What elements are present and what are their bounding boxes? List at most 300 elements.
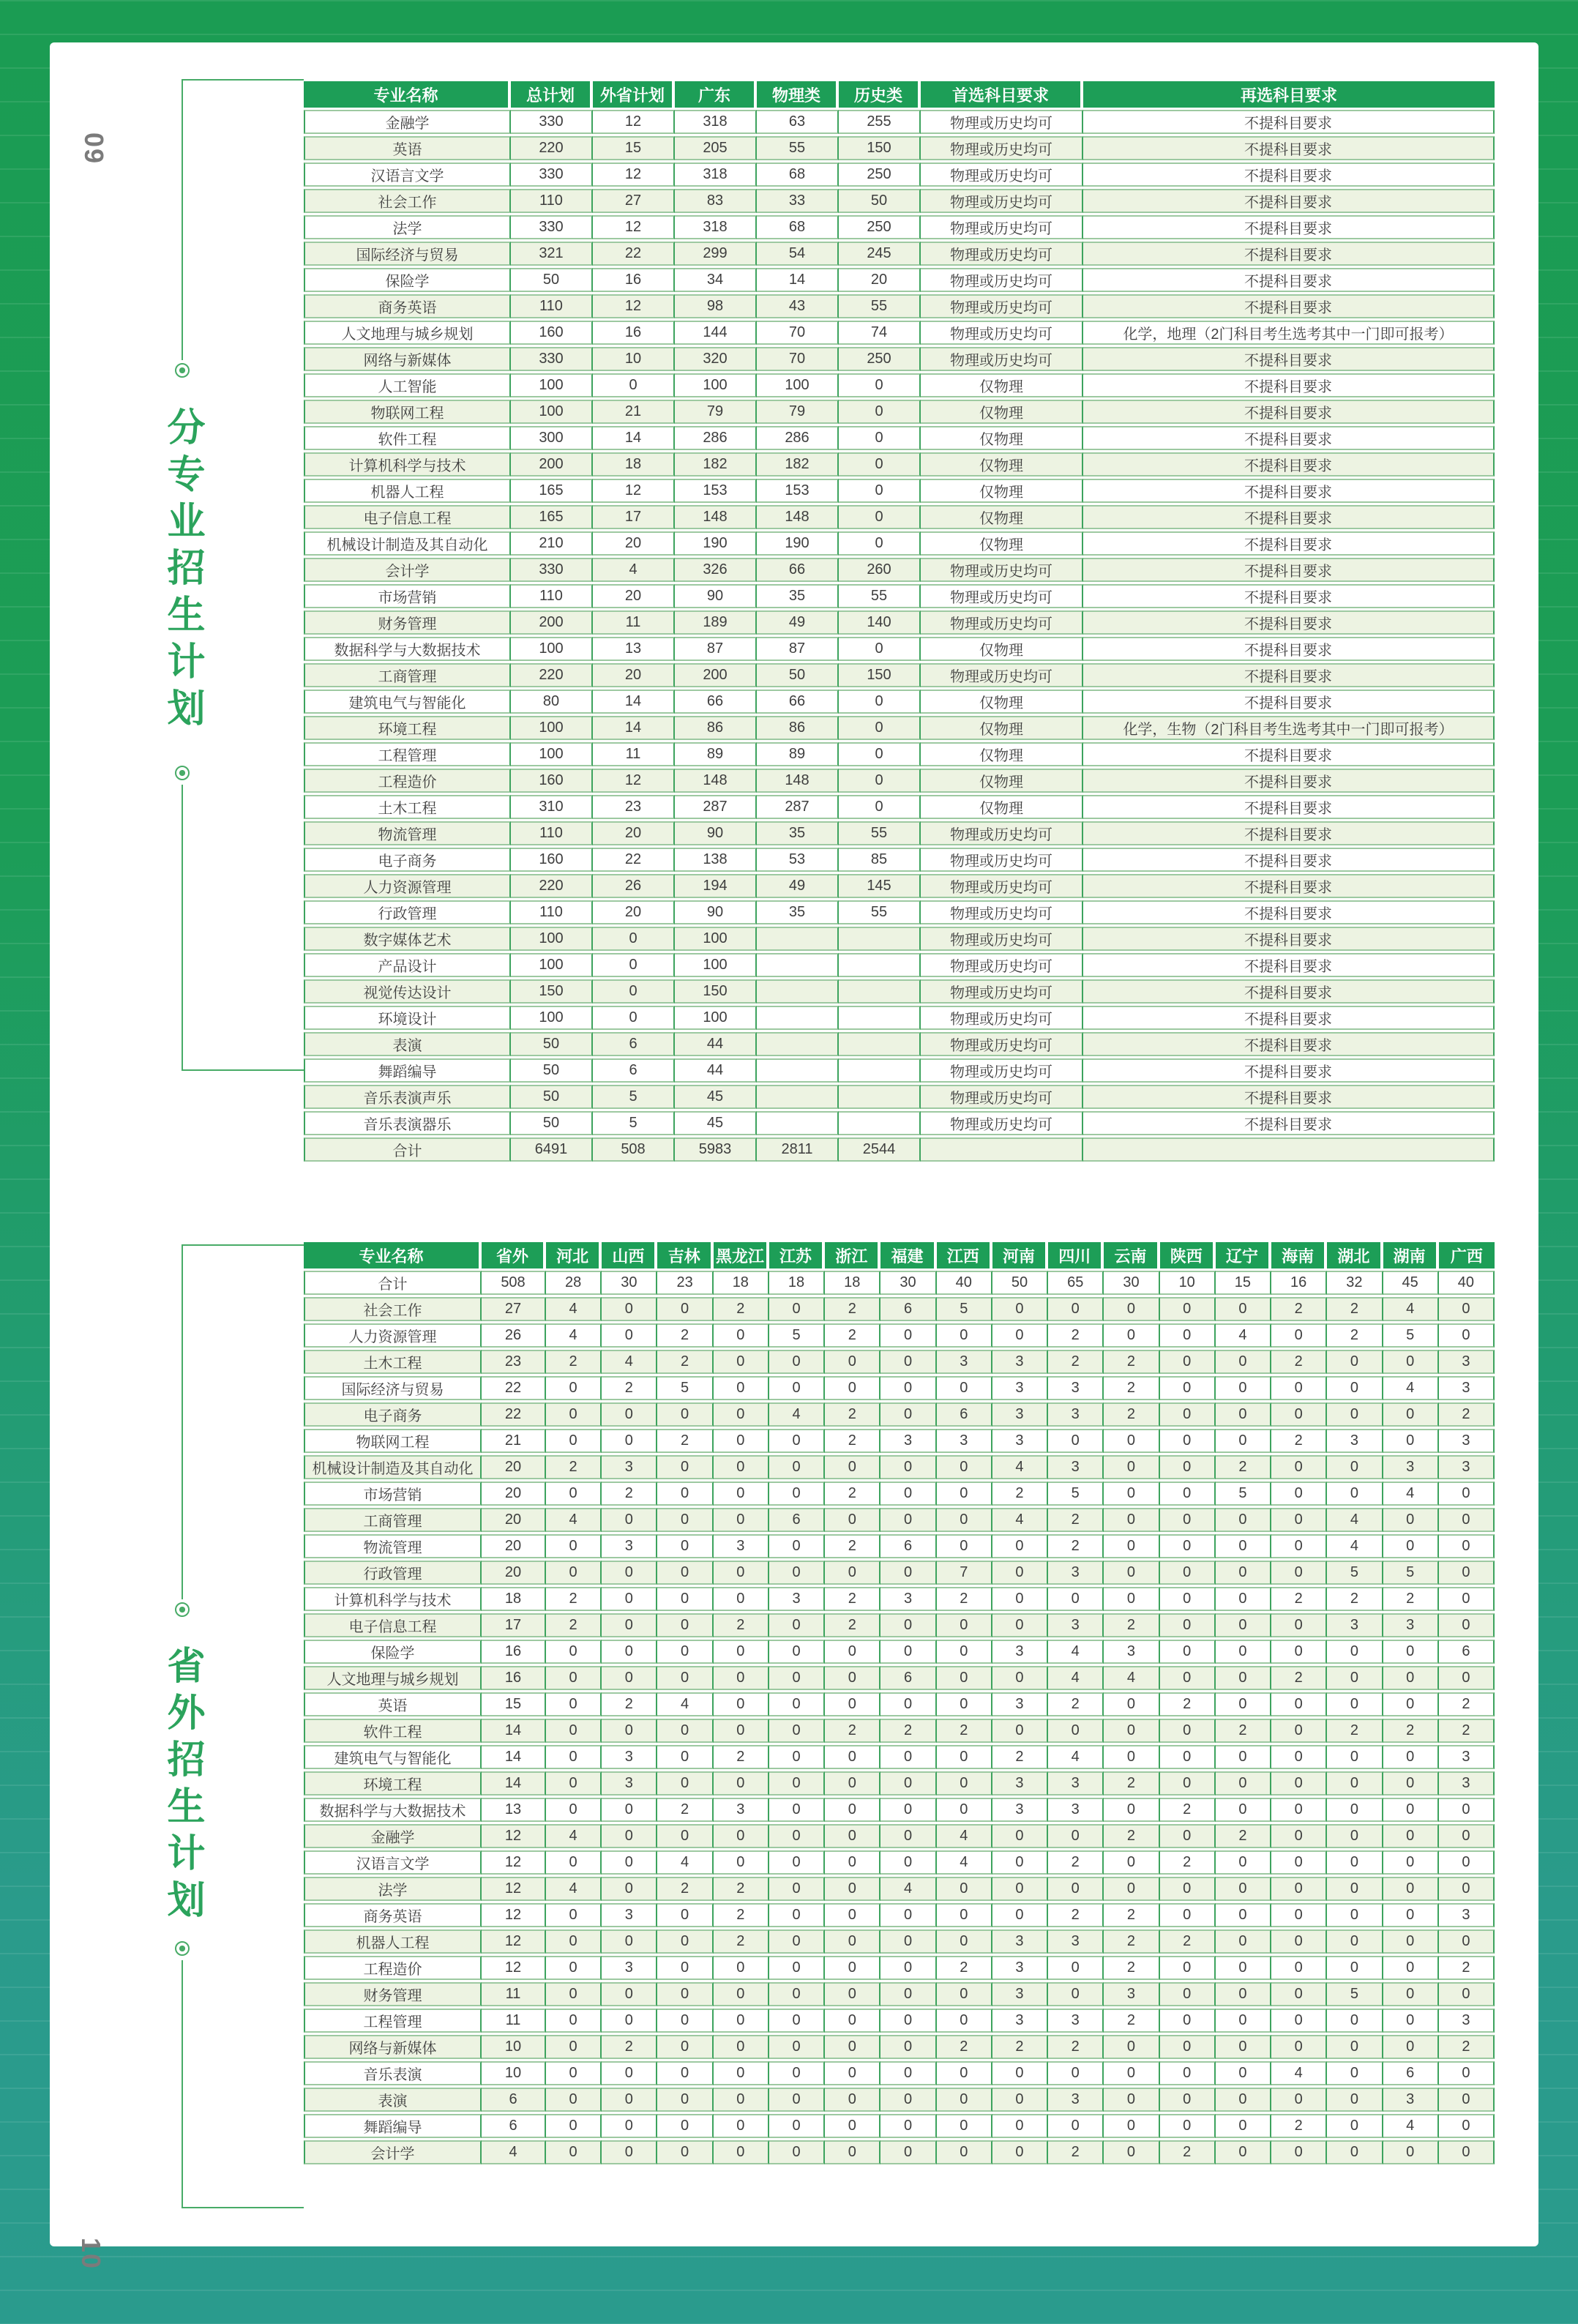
value-cell: 0: [1160, 1323, 1216, 1348]
value-cell: 0: [602, 2114, 657, 2138]
value-cell: 3: [992, 1376, 1048, 1400]
major-name-cell: 产品设计: [304, 953, 511, 977]
value-cell: 0: [1160, 1350, 1216, 1374]
value-cell: 0: [602, 1508, 657, 1532]
value-cell: 0: [825, 1376, 880, 1400]
major-name-cell: 合计: [304, 1137, 511, 1162]
table-row: [304, 1534, 1495, 1558]
value-cell: 0: [992, 1561, 1048, 1585]
value-cell: 仅物理: [921, 531, 1083, 556]
value-cell: 0: [992, 1587, 1048, 1611]
value-cell: 0: [1160, 1455, 1216, 1479]
value-cell: 0: [825, 1350, 880, 1374]
value-cell: 0: [1271, 2140, 1327, 2164]
value-cell: 2: [1327, 1587, 1383, 1611]
table-row: [304, 531, 1495, 556]
value-cell: 27: [593, 189, 675, 213]
major-name-cell: 物流管理: [304, 1534, 482, 1558]
value-cell: 2: [714, 1903, 769, 1927]
table-row: [304, 1137, 1495, 1162]
value-cell: 318: [675, 215, 757, 239]
value-cell: 0: [769, 1350, 825, 1374]
value-cell: 仅物理: [921, 742, 1083, 766]
value-cell: 0: [1160, 1640, 1216, 1664]
value-cell: 不提科目要求: [1083, 663, 1495, 687]
value-cell: [757, 1085, 839, 1109]
column-header: 湖南: [1383, 1242, 1439, 1269]
value-cell: 0: [1216, 1640, 1271, 1664]
value-cell: 0: [1439, 1587, 1495, 1611]
value-cell: 0: [657, 1771, 713, 1796]
table-row: [304, 795, 1495, 819]
value-cell: 0: [1048, 1982, 1104, 2006]
value-cell: 物理或历史均可: [921, 979, 1083, 1004]
value-cell: 0: [1104, 2140, 1159, 2164]
value-cell: 2: [825, 1482, 880, 1506]
value-cell: 不提科目要求: [1083, 979, 1495, 1004]
value-cell: 153: [675, 479, 757, 503]
value-cell: 2: [546, 1350, 602, 1374]
table-row: [304, 1745, 1495, 1769]
value-cell: 0: [1383, 1956, 1439, 1980]
value-cell: 0: [1160, 1956, 1216, 1980]
value-cell: 18: [593, 452, 675, 477]
value-cell: [757, 1006, 839, 1030]
value-cell: 245: [839, 242, 921, 266]
value-cell: 45: [675, 1111, 757, 1135]
value-cell: 物理或历史均可: [921, 610, 1083, 635]
value-cell: 0: [546, 2140, 602, 2164]
value-cell: 160: [511, 848, 593, 872]
value-cell: 2: [937, 1587, 992, 1611]
value-cell: 0: [714, 1350, 769, 1374]
value-cell: 0: [1383, 1850, 1439, 1875]
value-cell: [757, 1111, 839, 1135]
major-name-cell: 工程管理: [304, 2009, 482, 2033]
value-cell: 190: [675, 531, 757, 556]
value-cell: 4: [1048, 1640, 1104, 1664]
value-cell: 3: [602, 1455, 657, 1479]
value-cell: 2: [1271, 1350, 1327, 1374]
value-cell: 100: [511, 373, 593, 397]
table-row: [304, 1877, 1495, 1901]
value-cell: 0: [825, 1903, 880, 1927]
value-cell: 20: [593, 531, 675, 556]
value-cell: 0: [602, 1982, 657, 2006]
value-cell: 不提科目要求: [1083, 452, 1495, 477]
value-cell: 不提科目要求: [1083, 558, 1495, 582]
value-cell: 物理或历史均可: [921, 1006, 1083, 1030]
value-cell: 145: [839, 874, 921, 898]
value-cell: 0: [1160, 1376, 1216, 1400]
value-cell: 0: [714, 1508, 769, 1532]
table-row: [304, 1771, 1495, 1796]
value-cell: 0: [825, 1824, 880, 1848]
value-cell: 0: [546, 2009, 602, 2033]
value-cell: 0: [880, 2140, 936, 2164]
value-cell: 86: [757, 716, 839, 740]
value-cell: 0: [839, 690, 921, 714]
value-cell: [839, 1058, 921, 1083]
value-cell: 2: [657, 1323, 713, 1348]
value-cell: 0: [546, 2035, 602, 2059]
major-name-cell: 软件工程: [304, 426, 511, 450]
value-cell: 不提科目要求: [1083, 110, 1495, 134]
value-cell: 0: [1439, 1561, 1495, 1585]
value-cell: 0: [714, 2009, 769, 2033]
bracket-line: [182, 1244, 183, 1599]
value-cell: 6: [880, 1297, 936, 1321]
value-cell: 0: [769, 2009, 825, 2033]
value-cell: 不提科目要求: [1083, 162, 1495, 187]
value-cell: 3: [992, 1956, 1048, 1980]
value-cell: 2: [1439, 2035, 1495, 2059]
value-cell: 物理或历史均可: [921, 136, 1083, 160]
value-cell: 3: [1383, 1455, 1439, 1479]
value-cell: 0: [1271, 1771, 1327, 1796]
value-cell: 3: [1439, 1745, 1495, 1769]
value-cell: 330: [511, 347, 593, 371]
value-cell: 不提科目要求: [1083, 690, 1495, 714]
value-cell: 2: [602, 2035, 657, 2059]
section-title-major-plan: 分专业招生计划: [161, 407, 203, 735]
value-cell: 2: [714, 1613, 769, 1637]
value-cell: 0: [1216, 1376, 1271, 1400]
value-cell: 0: [1048, 1877, 1104, 1901]
value-cell: 12: [482, 1929, 546, 1954]
major-name-cell: 工程管理: [304, 742, 511, 766]
value-cell: 0: [937, 2061, 992, 2085]
value-cell: 0: [769, 1640, 825, 1664]
value-cell: 182: [757, 452, 839, 477]
value-cell: 3: [992, 1402, 1048, 1427]
value-cell: 0: [1104, 1482, 1159, 1506]
value-cell: 0: [1327, 1692, 1383, 1716]
table-row: [304, 426, 1495, 450]
table-row: [304, 1824, 1495, 1848]
value-cell: 98: [675, 294, 757, 318]
value-cell: 0: [1216, 1982, 1271, 2006]
value-cell: 0: [992, 1877, 1048, 1901]
value-cell: 100: [511, 400, 593, 424]
value-cell: 0: [880, 1903, 936, 1927]
major-name-cell: 表演: [304, 1032, 511, 1056]
value-cell: 0: [546, 1745, 602, 1769]
value-cell: 0: [825, 1508, 880, 1532]
circle-pin-icon: [175, 363, 190, 378]
value-cell: 0: [602, 1587, 657, 1611]
value-cell: 4: [1327, 1534, 1383, 1558]
value-cell: 3: [602, 1771, 657, 1796]
value-cell: 0: [546, 1482, 602, 1506]
value-cell: 0: [1271, 1929, 1327, 1954]
value-cell: 0: [1271, 2009, 1327, 2033]
value-cell: 0: [546, 1850, 602, 1875]
table-row: [304, 242, 1495, 266]
value-cell: 2: [1439, 1402, 1495, 1427]
value-cell: 66: [757, 558, 839, 582]
value-cell: 0: [1216, 2061, 1271, 2085]
value-cell: 65: [1048, 1271, 1104, 1295]
value-cell: 0: [1271, 1745, 1327, 1769]
value-cell: 2: [1216, 1824, 1271, 1848]
value-cell: 0: [1327, 1666, 1383, 1690]
value-cell: 0: [880, 1350, 936, 1374]
major-name-cell: 合计: [304, 1271, 482, 1295]
value-cell: 205: [675, 136, 757, 160]
value-cell: 0: [1160, 1482, 1216, 1506]
value-cell: 144: [675, 321, 757, 345]
value-cell: 2: [1216, 1455, 1271, 1479]
value-cell: 2: [1048, 2035, 1104, 2059]
value-cell: 物理或历史均可: [921, 294, 1083, 318]
table-row: [304, 1508, 1495, 1532]
value-cell: 508: [482, 1271, 546, 1295]
value-cell: 30: [602, 1271, 657, 1295]
value-cell: 2: [880, 1719, 936, 1743]
value-cell: 0: [1383, 1745, 1439, 1769]
value-cell: 87: [757, 637, 839, 661]
value-cell: 0: [937, 1640, 992, 1664]
value-cell: 物理或历史均可: [921, 1085, 1083, 1109]
value-cell: 4: [1383, 1482, 1439, 1506]
table-row: [304, 162, 1495, 187]
value-cell: [757, 927, 839, 951]
value-cell: 2: [825, 1587, 880, 1611]
value-cell: 0: [1327, 1929, 1383, 1954]
value-cell: 0: [657, 2061, 713, 2085]
value-cell: 2: [825, 1402, 880, 1427]
value-cell: 0: [1216, 2009, 1271, 2033]
value-cell: 2: [657, 1877, 713, 1901]
value-cell: 326: [675, 558, 757, 582]
table-row: [304, 2140, 1495, 2164]
value-cell: 0: [1271, 1824, 1327, 1848]
value-cell: 不提科目要求: [1083, 268, 1495, 292]
value-cell: 0: [1327, 1798, 1383, 1822]
value-cell: 2: [992, 2035, 1048, 2059]
value-cell: 0: [992, 2114, 1048, 2138]
value-cell: 0: [1216, 1508, 1271, 1532]
value-cell: 0: [937, 1323, 992, 1348]
value-cell: 0: [657, 2140, 713, 2164]
table-row: [304, 1666, 1495, 1690]
value-cell: 0: [546, 2114, 602, 2138]
value-cell: 22: [482, 1402, 546, 1427]
value-cell: 20: [482, 1482, 546, 1506]
value-cell: 165: [511, 505, 593, 529]
table-row: [304, 479, 1495, 503]
value-cell: 0: [714, 1482, 769, 1506]
value-cell: 0: [1271, 2088, 1327, 2112]
value-cell: 0: [880, 1850, 936, 1875]
major-name-cell: 英语: [304, 1692, 482, 1716]
value-cell: 0: [769, 2061, 825, 2085]
value-cell: 物理或历史均可: [921, 162, 1083, 187]
value-cell: [757, 1058, 839, 1083]
value-cell: 182: [675, 452, 757, 477]
major-name-cell: 舞蹈编导: [304, 2114, 482, 2138]
value-cell: 321: [511, 242, 593, 266]
value-cell: 2: [714, 1745, 769, 1769]
value-cell: 3: [1439, 2009, 1495, 2033]
bracket-line: [182, 79, 304, 81]
value-cell: 100: [675, 927, 757, 951]
value-cell: 110: [511, 584, 593, 608]
table-row: [304, 136, 1495, 160]
table-row: [304, 1561, 1495, 1585]
value-cell: 0: [657, 1982, 713, 2006]
value-cell: 0: [714, 1640, 769, 1664]
value-cell: 物理或历史均可: [921, 927, 1083, 951]
table-row: [304, 1402, 1495, 1427]
value-cell: 100: [757, 373, 839, 397]
value-cell: 0: [1327, 1402, 1383, 1427]
value-cell: 0: [1160, 1508, 1216, 1532]
value-cell: 0: [769, 1956, 825, 1980]
value-cell: 20: [593, 900, 675, 924]
value-cell: 0: [1271, 1376, 1327, 1400]
value-cell: 16: [482, 1640, 546, 1664]
value-cell: 0: [1048, 1429, 1104, 1453]
value-cell: 26: [482, 1323, 546, 1348]
value-cell: 2: [1439, 1692, 1495, 1716]
value-cell: 3: [769, 1587, 825, 1611]
value-cell: 4: [657, 1850, 713, 1875]
value-cell: 0: [880, 1613, 936, 1637]
value-cell: 200: [511, 452, 593, 477]
value-cell: 286: [757, 426, 839, 450]
value-cell: 330: [511, 110, 593, 134]
major-name-cell: 机械设计制造及其自动化: [304, 531, 511, 556]
value-cell: 0: [1271, 1402, 1327, 1427]
table-row: [304, 400, 1495, 424]
value-cell: 0: [937, 1982, 992, 2006]
value-cell: 50: [511, 1058, 593, 1083]
column-header: 湖北: [1327, 1242, 1383, 1269]
major-name-cell: 数据科学与大数据技术: [304, 1798, 482, 1822]
value-cell: 0: [1327, 1824, 1383, 1848]
value-cell: 0: [825, 1798, 880, 1822]
value-cell: 不提科目要求: [1083, 373, 1495, 397]
value-cell: 2: [657, 1798, 713, 1822]
value-cell: 0: [1160, 1877, 1216, 1901]
value-cell: 0: [1271, 1640, 1327, 1664]
value-cell: 508: [593, 1137, 675, 1162]
value-cell: 20: [839, 268, 921, 292]
column-header: 历史类: [839, 81, 921, 108]
table-row: [304, 2009, 1495, 2033]
value-cell: 0: [1104, 1745, 1159, 1769]
value-cell: 不提科目要求: [1083, 505, 1495, 529]
major-name-cell: 工商管理: [304, 663, 511, 687]
value-cell: 0: [1383, 2140, 1439, 2164]
value-cell: 物理或历史均可: [921, 215, 1083, 239]
value-cell: 0: [546, 2061, 602, 2085]
major-name-cell: 电子商务: [304, 848, 511, 872]
value-cell: 0: [1327, 2035, 1383, 2059]
column-header: 总计划: [511, 81, 593, 108]
column-header: 福建: [880, 1242, 936, 1269]
value-cell: 不提科目要求: [1083, 136, 1495, 160]
value-cell: 3: [1104, 1640, 1159, 1664]
value-cell: 250: [839, 162, 921, 187]
value-cell: 22: [593, 242, 675, 266]
value-cell: 3: [1383, 1613, 1439, 1637]
value-cell: 0: [1439, 2088, 1495, 2112]
value-cell: 3: [937, 1350, 992, 1374]
value-cell: 0: [1216, 2088, 1271, 2112]
column-header: 河北: [546, 1242, 602, 1269]
value-cell: 0: [1104, 1850, 1159, 1875]
value-cell: 0: [1327, 1877, 1383, 1901]
value-cell: 0: [1383, 1929, 1439, 1954]
value-cell: 0: [880, 1798, 936, 1822]
value-cell: 不提科目要求: [1083, 189, 1495, 213]
value-cell: 250: [839, 215, 921, 239]
value-cell: 0: [937, 1877, 992, 1901]
value-cell: 2: [1104, 1771, 1159, 1796]
value-cell: 15: [482, 1692, 546, 1716]
value-cell: 4: [1383, 1297, 1439, 1321]
value-cell: 0: [1216, 1587, 1271, 1611]
value-cell: 0: [769, 1482, 825, 1506]
column-header: 广西: [1439, 1242, 1495, 1269]
value-cell: 0: [593, 927, 675, 951]
value-cell: 2: [1048, 2140, 1104, 2164]
value-cell: 0: [714, 1719, 769, 1743]
value-cell: 0: [546, 1929, 602, 1954]
column-header: 广东: [675, 81, 757, 108]
table-row: [304, 110, 1495, 134]
major-name-cell: 数据科学与大数据技术: [304, 637, 511, 661]
value-cell: 0: [937, 1613, 992, 1637]
value-cell: 2: [1160, 1929, 1216, 1954]
value-cell: 286: [675, 426, 757, 450]
value-cell: 0: [1160, 2114, 1216, 2138]
major-name-cell: 机器人工程: [304, 479, 511, 503]
value-cell: 33: [757, 189, 839, 213]
value-cell: 148: [675, 769, 757, 793]
value-cell: 2: [1327, 1297, 1383, 1321]
value-cell: 0: [1048, 1824, 1104, 1848]
value-cell: 0: [1048, 1587, 1104, 1611]
value-cell: 0: [839, 769, 921, 793]
column-header: 黑龙江: [714, 1242, 769, 1269]
value-cell: [839, 953, 921, 977]
value-cell: 83: [675, 189, 757, 213]
value-cell: 5: [657, 1376, 713, 1400]
table-row: [304, 769, 1495, 793]
value-cell: 2: [1271, 1587, 1327, 1611]
value-cell: 0: [769, 1982, 825, 2006]
value-cell: 不提科目要求: [1083, 215, 1495, 239]
value-cell: 0: [657, 1613, 713, 1637]
value-cell: [757, 979, 839, 1004]
value-cell: 2811: [757, 1137, 839, 1162]
value-cell: 165: [511, 479, 593, 503]
table-row: [304, 584, 1495, 608]
value-cell: 4: [937, 1824, 992, 1848]
value-cell: 55: [757, 136, 839, 160]
value-cell: 15: [593, 136, 675, 160]
value-cell: 物理或历史均可: [921, 110, 1083, 134]
value-cell: 5: [1327, 1561, 1383, 1585]
value-cell: 0: [714, 1587, 769, 1611]
value-cell: 0: [1160, 1903, 1216, 1927]
value-cell: 5: [593, 1111, 675, 1135]
value-cell: 0: [714, 1666, 769, 1690]
